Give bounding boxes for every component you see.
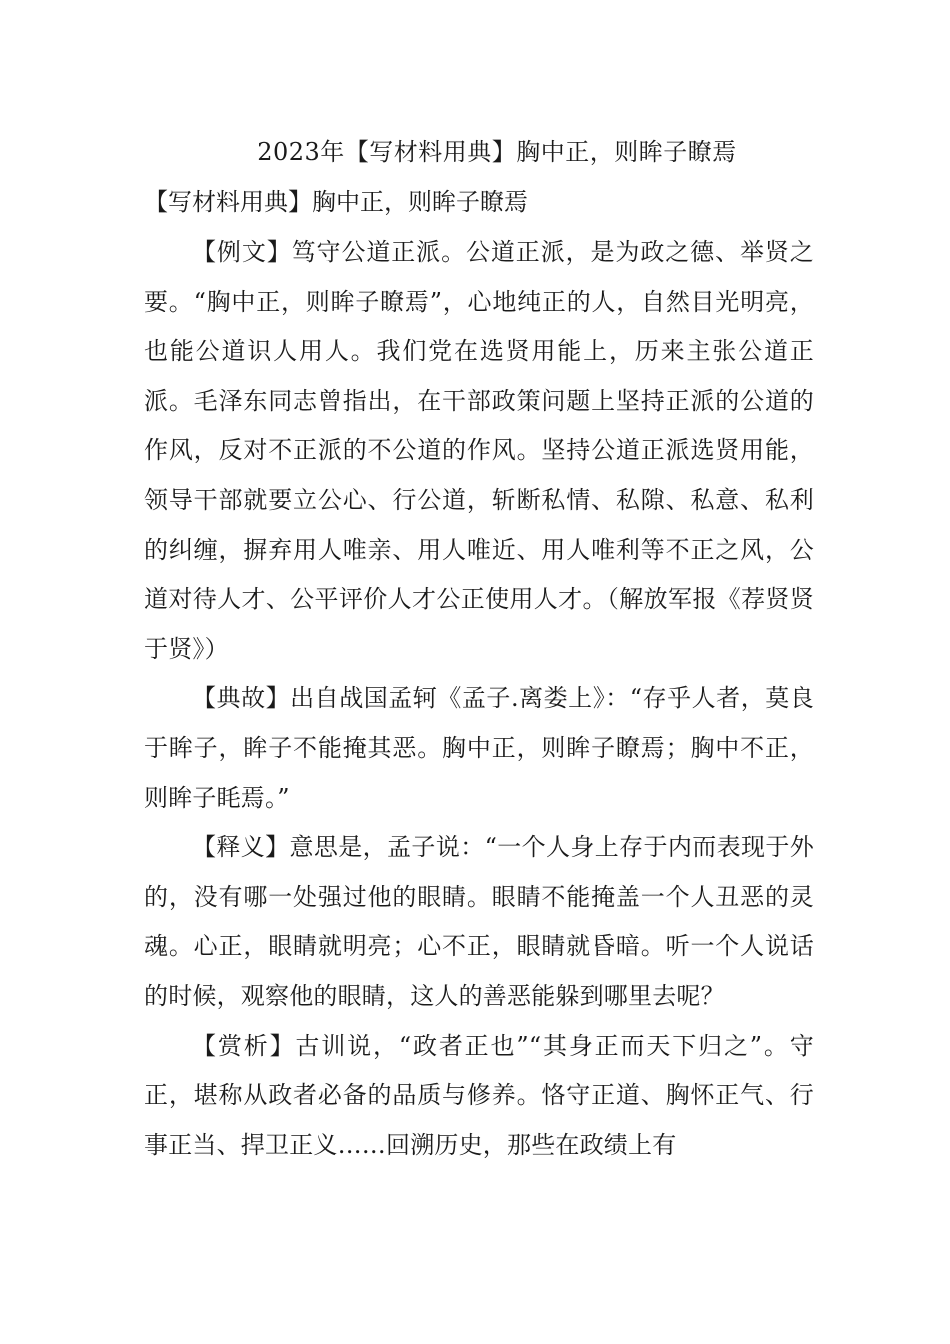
paragraph-meaning — [144, 823, 814, 1021]
paragraph-tag: 【赏析】 — [192, 1031, 296, 1060]
document-subtitle: 【写材料用典】胸中正，则眸子瞭焉 — [144, 188, 528, 216]
paragraph-text: 出自战国孟轲《孟子.离娄上》：“存乎人者，莫良于眸子，眸子不能掩其恶。胸中正，则眸子瞭焉；胸中不正，则眸子眊焉。” — [144, 684, 814, 812]
paragraph-text: 笃守公道正派。公道正派，是为政之德、举贤之要。“胸中正，则眸子瞭焉”，心地纯正的人，自然目光明亮，也能公道识人用人。我们党在选贤用能上，历来主张公道正派。毛泽东同志曾指出，在干部政策问题上坚持正派的公道的作风，反对不正派的不公道的作风。坚持公道正派选贤用能，领导干部就要立公心、行公道，斩断私情、私隙、私意、私利的纠缠，摒弃用人唯亲、用人唯近、用人唯利等不正之风，公道对待人才、公平评价人才公正使用人才。（解放军报《荐贤贤于贤》） — [144, 238, 814, 663]
paragraph-text: 古训说，“政者正也”“其身正而天下归之”。守正，堪称从政者必备的品质与修养。恪守正道、胸怀正气、行事正当、捍卫正义……回溯历史，那些在政绩上有 — [144, 1031, 814, 1159]
paragraph-tag: 【典故】 — [192, 684, 291, 713]
document-body — [144, 128, 814, 1170]
paragraph-tag: 【释义】 — [192, 833, 290, 862]
paragraph-example — [144, 228, 814, 674]
paragraph-tag: 【例文】 — [192, 238, 292, 266]
paragraph-allusion — [144, 674, 814, 823]
document-title: 2023年【写材料用典】胸中正，则眸子瞭焉 — [257, 138, 737, 166]
paragraph-text: 意思是，孟子说：“一个人身上存于内而表现于外的，没有哪一处强过他的眼睛。眼睛不能掩盖一个人丑恶的灵魂。心正，眼睛就明亮；心不正，眼睛就昏暗。听一个人说话的时候，观察他的眼睛，这人的善恶能躲到哪里去呢？ — [144, 833, 814, 1010]
paragraph-appreciation — [144, 1022, 814, 1171]
